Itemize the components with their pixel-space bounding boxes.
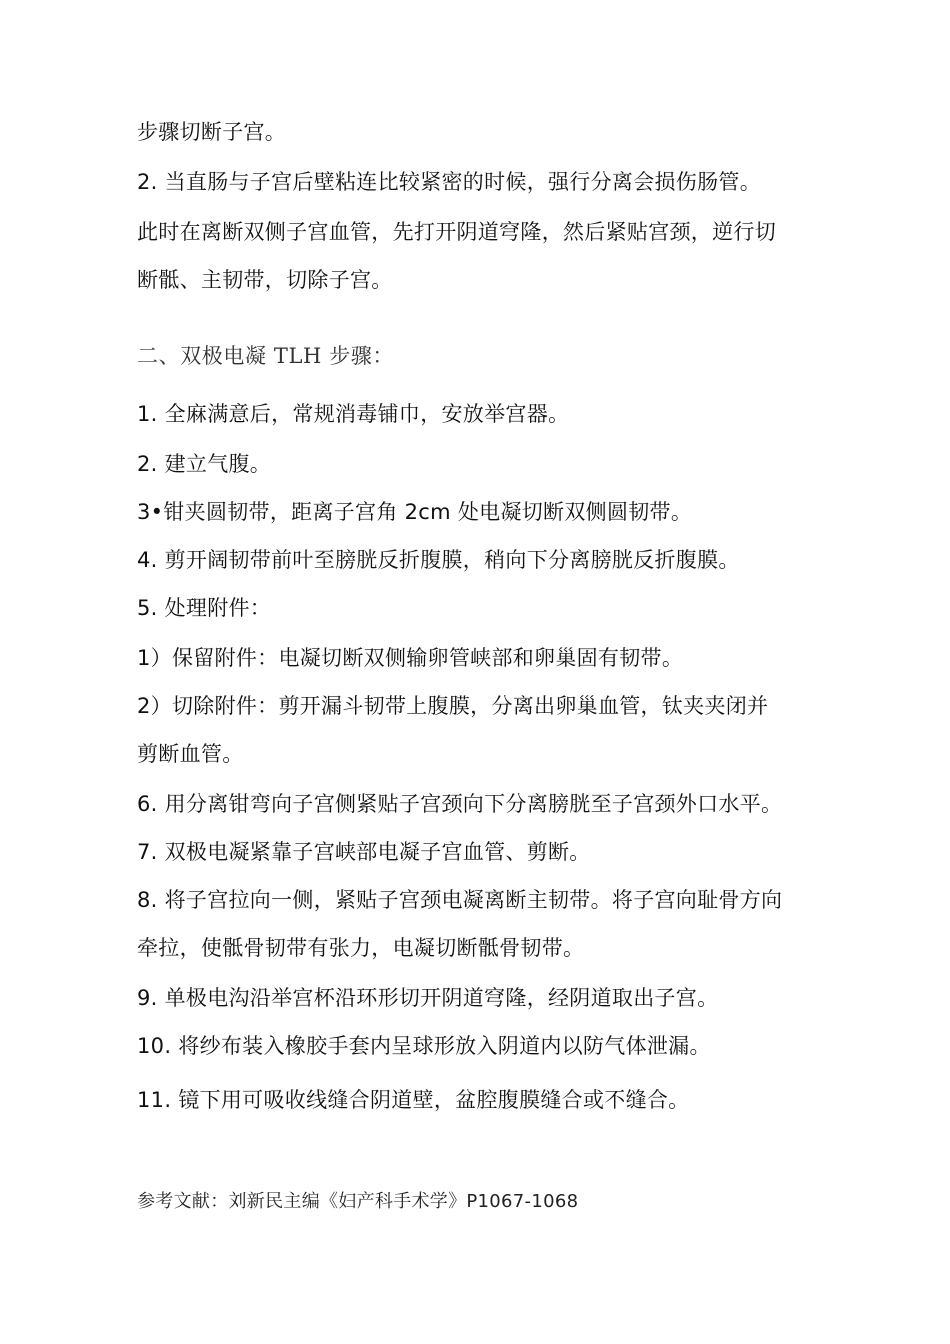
step-line-11: 8. 将子宫拉向一侧，紧贴子宫颈电凝离断主韧带。将子宫向耻骨方向	[137, 888, 783, 912]
step-line-9: 6. 用分离钳弯向子宫侧紧贴子宫颈向下分离膀胱至子宫颈外口水平。	[137, 792, 783, 816]
section-heading: 二、双极电凝 TLH 步骤：	[137, 344, 395, 368]
step-line-12: 牵拉，使骶骨韧带有张力，电凝切断骶骨韧带。	[137, 936, 585, 960]
step-line-13: 9. 单极电沟沿举宫杯沿环形切开阴道穹隆，经阴道取出子宫。	[137, 986, 719, 1010]
step-line-3: 3•钳夹圆韧带，距离子宫角 2cm 处电凝切断双侧圆韧带。	[137, 500, 693, 524]
top-line-4: 断骶、主韧带，切除子宫。	[137, 268, 393, 292]
step-line-8: 剪断血管。	[137, 742, 244, 766]
step-line-15: 11. 镜下用可吸收线缝合阴道壁，盆腔腹膜缝合或不缝合。	[137, 1088, 690, 1112]
step-line-7: 2）切除附件：剪开漏斗韧带上腹膜，分离出卵巢血管，钛夹夹闭并	[137, 694, 769, 718]
step-line-2: 2. 建立气腹。	[137, 452, 272, 476]
step-line-10: 7. 双极电凝紧靠子宫峡部电凝子宫血管、剪断。	[137, 840, 591, 864]
step-line-4: 4. 剪开阔韧带前叶至膀胱反折腹膜，稍向下分离膀胱反折腹膜。	[137, 548, 740, 572]
step-line-1: 1. 全麻满意后，常规消毒铺巾，安放举宫器。	[137, 402, 570, 426]
step-line-14: 10. 将纱布装入橡胶手套内呈球形放入阴道内以防气体泄漏。	[137, 1034, 711, 1058]
top-line-3: 此时在离断双侧子宫血管，先打开阴道穹隆，然后紧贴宫颈，逆行切	[137, 220, 776, 244]
step-line-6: 1）保留附件：电凝切断双侧输卵管峡部和卵巢固有韧带。	[137, 646, 684, 670]
top-line-1: 步骤切断子宫。	[137, 120, 287, 144]
reference-note: 参考文献：刘新民主编《妇产科手术学》P1067-1068	[137, 1191, 579, 1212]
top-line-2: 2. 当直肠与子宫后壁粘连比较紧密的时候，强行分离会损伤肠管。	[137, 170, 762, 194]
step-line-5: 5. 处理附件：	[137, 596, 272, 620]
